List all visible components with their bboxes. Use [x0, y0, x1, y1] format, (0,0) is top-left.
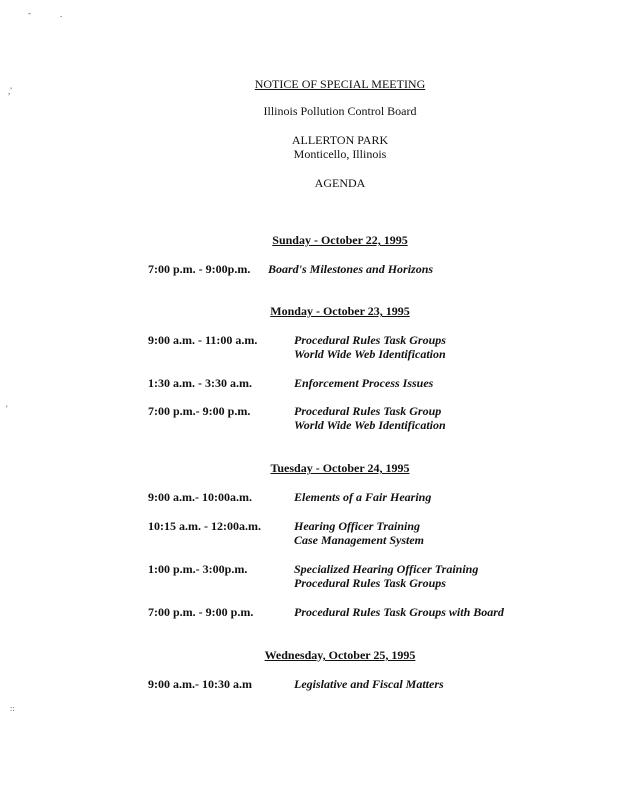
agenda-heading: AGENDA: [314, 176, 366, 190]
day-heading-sunday: Sunday - October 22, 1995: [272, 233, 408, 247]
session-time: 1:00 p.m.- 3:00p.m.: [148, 562, 248, 576]
session-time: 9:00 a.m. - 11:00 a.m.: [148, 333, 258, 347]
session-topic: Legislative and Fiscal Matters: [294, 677, 444, 691]
session-time: 9:00 a.m.- 10:00a.m.: [148, 490, 252, 504]
session-topic: Elements of a Fair Hearing: [294, 490, 432, 504]
session-time: 9:00 a.m.- 10:30 a.m: [148, 677, 252, 691]
day-heading-wednesday: Wednesday, October 25, 1995: [264, 648, 416, 662]
session-topic: Procedural Rules Task Groups: [294, 333, 446, 347]
session-time: 7:00 p.m.- 9:00 p.m.: [148, 404, 251, 418]
session-topic: Board's Milestones and Horizons: [268, 262, 434, 276]
session-topic: Specialized Hearing Officer Training: [294, 562, 479, 576]
day-heading-tuesday: Tuesday - October 24, 1995: [270, 461, 410, 475]
scan-speck: .: [60, 9, 63, 19]
session-topic: Procedural Rules Task Groups with Board: [294, 605, 504, 619]
venue-location: Monticello, Illinois: [293, 147, 387, 161]
venue-name: ALLERTON PARK: [291, 133, 389, 147]
session-topic: Case Management System: [294, 533, 425, 547]
scan-speck: ,': [8, 86, 12, 96]
organization-name: Illinois Pollution Control Board: [263, 104, 417, 118]
session-topic: Hearing Officer Training: [294, 519, 421, 533]
meeting-notice-title: NOTICE OF SPECIAL MEETING: [254, 77, 426, 91]
session-time: 1:30 a.m. - 3:30 a.m.: [148, 376, 252, 390]
day-heading-monday: Monday - October 23, 1995: [270, 304, 410, 318]
session-time: 7:00 p.m. - 9:00 p.m.: [148, 605, 254, 619]
session-topic: Enforcement Process Issues: [294, 376, 434, 390]
session-time: 10:15 a.m. - 12:00a.m.: [148, 519, 261, 533]
session-time: 7:00 p.m. - 9:00p.m.: [148, 262, 251, 276]
scan-speck: ::: [10, 704, 15, 713]
session-topic: Procedural Rules Task Groups: [294, 576, 446, 590]
session-topic: World Wide Web Identification: [294, 418, 446, 432]
scan-speck: -: [28, 8, 31, 18]
session-topic: Procedural Rules Task Group: [294, 404, 442, 418]
scan-speck: ': [6, 404, 8, 414]
session-topic: World Wide Web Identification: [294, 347, 446, 361]
